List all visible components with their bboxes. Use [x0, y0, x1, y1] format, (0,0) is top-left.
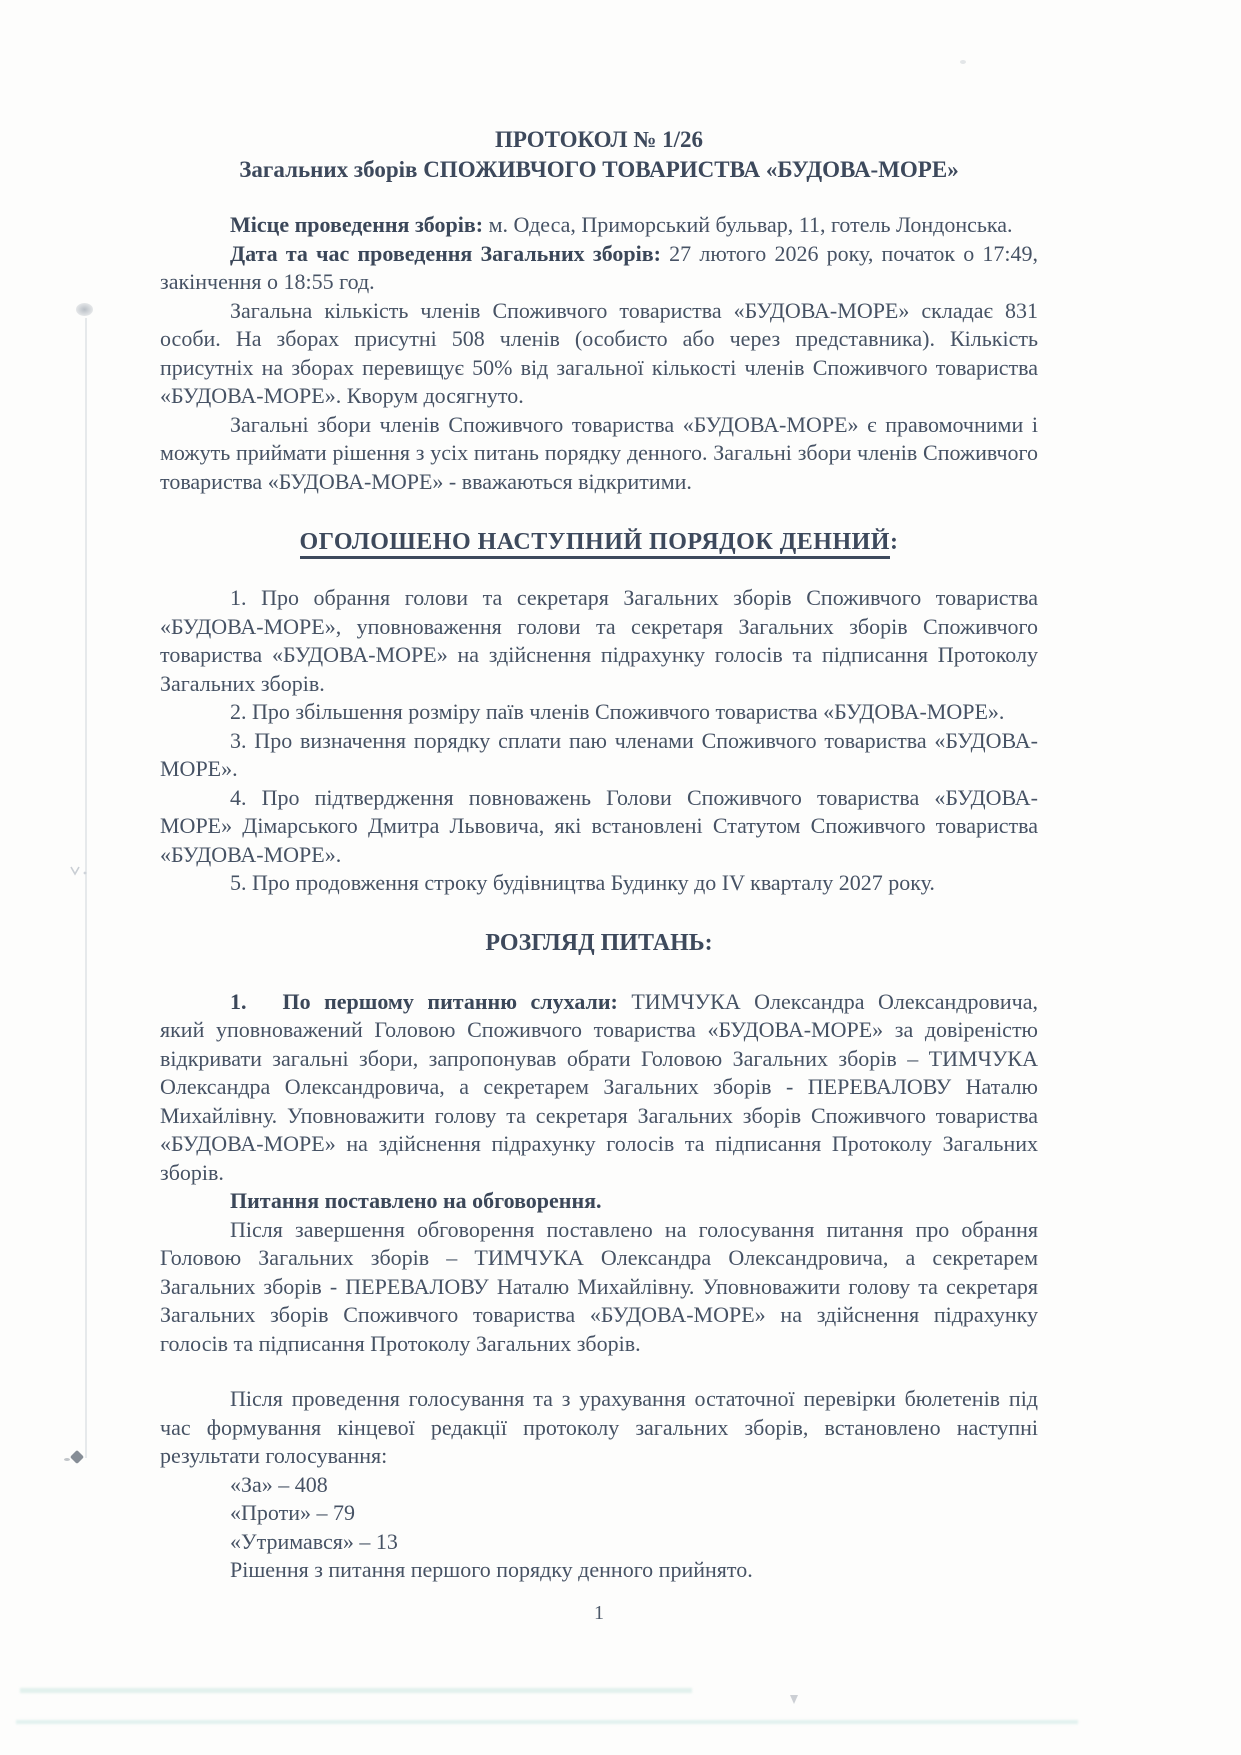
agenda-heading: [160, 527, 1038, 557]
paragraph-quorum: Загальні збори членів Споживчого товариства «БУДОВА-МОРЕ» є правомочними і можуть приймати рішення з усіх питань порядку денного. Загальні збори членів Споживчого товариства «БУДОВА-МОРЕ» - вважаються відкритими.: [160, 411, 1038, 494]
paragraph-members-count: Загальна кількість членів Споживчого товариства «БУДОВА-МОРЕ» складає 831 особи. На зборах присутні 508 членів (особисто або через представника). Кількість присутніх на зборах перевищує 50% від загальної кількості членів Споживчого товариства «БУДОВА-МОРЕ». Кворум досягнуто.: [160, 297, 1038, 408]
agenda-item-4: 4. Про підтвердження повноважень Голови Споживчого товариства «БУДОВА-МОРЕ» Дімарського Дмитра Львовича, які встановлені Статутом Споживчого товариства «БУДОВА-МОРЕ».: [160, 784, 1038, 867]
agenda-item-3: 3. Про визначення порядку сплати паю членами Споживчого товариства «БУДОВА-МОРЕ».: [160, 727, 1038, 781]
vote-results: [160, 1471, 1038, 1585]
page-number: 1: [594, 1601, 604, 1624]
result-against: «Проти» – 79: [230, 1500, 355, 1525]
question-1-label: По першому питанню слухали:: [282, 988, 618, 1014]
meeting-place-text: м. Одеса, Приморський бульвар, 11, готель Лондонська.: [483, 212, 1013, 237]
consideration-heading: РОЗГЛЯД ПИТАНЬ:: [485, 929, 713, 956]
paragraph-meeting-place: [160, 211, 1038, 240]
agenda-list: [160, 584, 1038, 898]
document-title: [160, 125, 1038, 185]
agenda-item-2: 2. Про збільшення розміру паїв членів Споживчого товариства «БУДОВА-МОРЕ».: [230, 699, 1005, 724]
agenda-heading-text: ОГОЛОШЕНО НАСТУПНИЙ ПОРЯДОК ДЕННИЙ: [300, 529, 890, 559]
meeting-datetime-label: Дата та час проведення Загальних зборів:: [230, 240, 661, 266]
title-line-1: ПРОТОКОЛ № 1/26: [494, 127, 704, 152]
agenda-heading-colon: :: [889, 529, 899, 555]
discussion-line: Питання поставлено на обговорення.: [230, 1188, 602, 1213]
vote-paragraph: Після завершення обговорення поставлено на голосування питання про обрання Головою Загальних зборів – ТИМЧУКА Олександра Олександровича, а секретарем Загальних зборів - ПЕРЕВАЛОВУ Наталю Михайлівну. Уповноважити голову та секретаря Загальних зборів Споживчого товариства «БУДОВА-МОРЕ» на здійснення підрахунку голосів та підписання Протоколу Загальних зборів.: [160, 1216, 1038, 1356]
agenda-item-1: 1. Про обрання голови та секретаря Загальних зборів Споживчого товариства «БУДОВА-МОРЕ», уповноваження голови та секретаря Загальних зборів Споживчого товариства «БУДОВА-МОРЕ» на здійснення підрахунку голосів та підписання Протоколу Загальних зборів.: [160, 585, 1038, 696]
meeting-datetime-text: 27 лютого 2026 року, початок о 17:49, закінчення о 18:55 год.: [160, 240, 1039, 294]
paragraph-meeting-datetime: [160, 240, 1038, 297]
results-intro-paragraph: Після проведення голосування та з урахування остаточної перевірки бюлетенів під час формування кінцевої редакції протоколу загальних зборів, встановлено наступні результати голосування:: [160, 1386, 1038, 1468]
result-abstained: «Утримався» – 13: [230, 1528, 398, 1554]
result-for: «За» – 408: [230, 1471, 328, 1497]
question-1-paragraph: [160, 988, 1038, 1188]
question-1-number: 1.: [230, 988, 247, 1014]
agenda-item-5: 5. Про продовження строку будівництва Будинку до IV кварталу 2027 року.: [230, 870, 935, 895]
question-1-text: ТИМЧУКА Олександра Олександровича, який уповноважений Головою Споживчого товариства «БУДОВА-МОРЕ» за довіреністю відкривати загальні збори, запропонував обрати Головою Загальних зборів – ТИМЧУКА Олександра Олександровича, а секретарем Загальних зборів - ПЕРЕВАЛОВУ Наталю Михайлівну. Уповноважити голову та секретаря Загальних зборів Споживчого товариства «БУДОВА-МОРЕ» на здійснення підрахунку голосів та підписання Протоколу Загальних зборів.: [160, 988, 1038, 1185]
meeting-place-label: Місце проведення зборів:: [230, 212, 484, 237]
decision-line: Рішення з питання першого порядку денного прийнято.: [230, 1557, 753, 1582]
title-line-2: Загальних зборів СПОЖИВЧОГО ТОВАРИСТВА «БУДОВА-МОРЕ»: [239, 157, 959, 182]
